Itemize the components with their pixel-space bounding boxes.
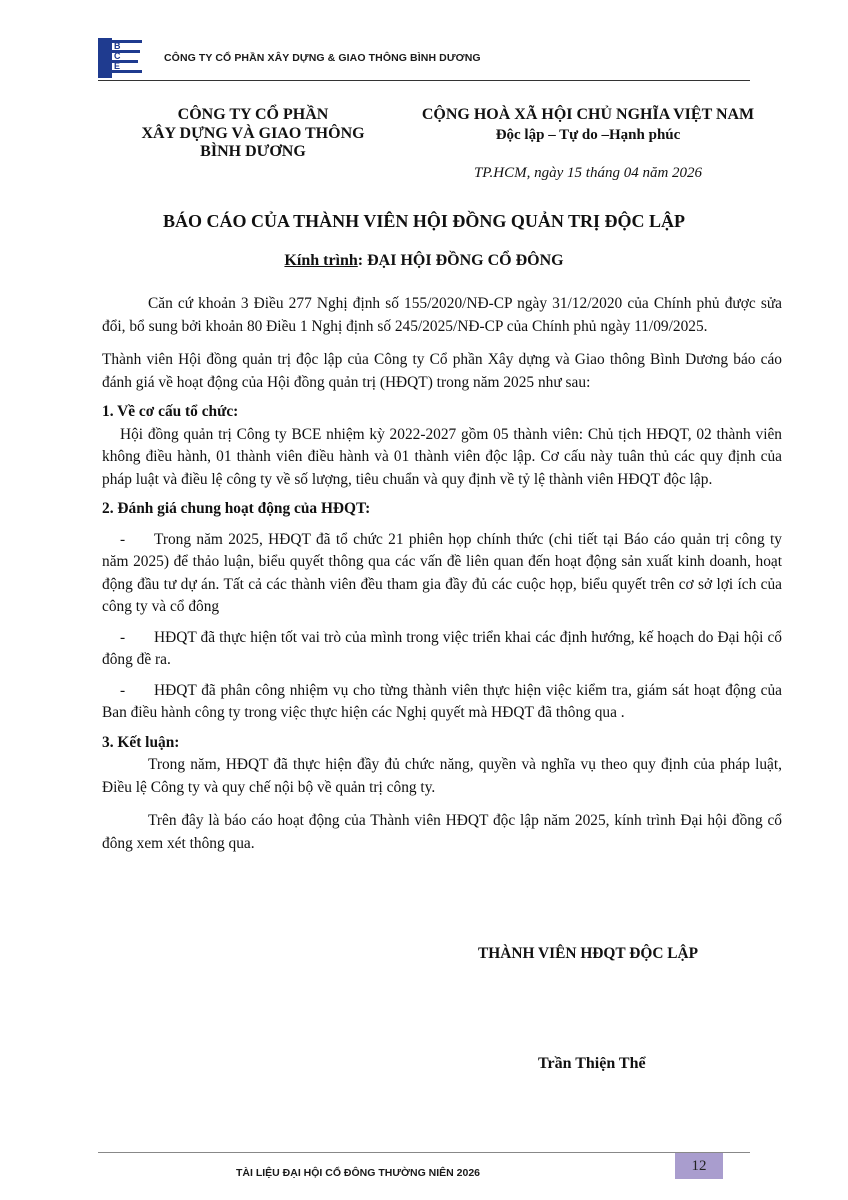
recipient-label: Kính trình xyxy=(284,252,358,269)
page-number: 12 xyxy=(675,1153,723,1179)
company-logo xyxy=(98,38,144,78)
bullet-dash: - xyxy=(120,530,126,548)
section-3-heading: 3. Kết luận: xyxy=(102,733,180,751)
company-line-2: XÂY DỰNG VÀ GIAO THÔNG xyxy=(141,124,365,142)
svg-text:C: C xyxy=(114,51,121,61)
signer-name: Trần Thiện Thể xyxy=(538,1055,646,1072)
svg-text:B: B xyxy=(114,41,121,51)
header-company-name: CÔNG TY CỔ PHẦN XÂY DỰNG & GIAO THÔNG BÌNH DƯƠNG xyxy=(164,52,481,64)
document-title: BÁO CÁO CỦA THÀNH VIÊN HỘI ĐỒNG QUẢN TRỊ ĐỘC LẬP xyxy=(162,211,686,231)
bullet-dash: - xyxy=(120,628,126,646)
bullet-dash: - xyxy=(120,681,126,699)
header-divider xyxy=(98,80,750,81)
national-block xyxy=(398,106,778,145)
section-2-item-text: HĐQT đã phân công nhiệm vụ cho từng thành viên thực hiện việc kiểm tra, giám sát hoạt động của Ban điều hành công ty trong việc thực hiện các Nghị quyết mà HĐQT đã thông qua . xyxy=(102,681,782,721)
section-2-item-1 xyxy=(102,529,782,619)
section-1-paragraph: Hội đồng quản trị Công ty BCE nhiệm kỳ 2022-2027 gồm 05 thành viên: Chủ tịch HĐQT, 02 thành viên không điều hành, 01 thành viên điều hành và 01 thành viên độc lập. Cơ cấu này tuân thủ các quy định của pháp luật và điều lệ công ty về số lượng, tiêu chuẩn và quy định về tỷ lệ thành viên HĐQT độc lập. xyxy=(102,425,782,488)
signer-title: THÀNH VIÊN HĐQT ĐỘC LẬP xyxy=(478,945,699,962)
intro-paragraph-1: Căn cứ khoản 3 Điều 277 Nghị định số 155/2020/NĐ-CP ngày 31/12/2020 của Chính phủ được sửa đổi, bổ sung bởi khoản 80 Điều 1 Nghị định số 245/2025/NĐ-CP của Chính phủ ngày 11/09/2025. xyxy=(102,295,782,335)
section-2-heading: 2. Đánh giá chung hoạt động của HĐQT: xyxy=(102,500,371,517)
intro-paragraph-2: Thành viên Hội đồng quản trị độc lập của Công ty Cổ phần Xây dựng và Giao thông Bình Dương báo cáo đánh giá về hoạt động của Hội đồng quản trị (HĐQT) trong năm 2025 như sau: xyxy=(102,351,782,391)
footer-text: TÀI LIỆU ĐẠI HỘI CỔ ĐÔNG THƯỜNG NIÊN 2026 xyxy=(235,1167,481,1179)
company-line-3: BÌNH DƯƠNG xyxy=(200,143,306,160)
section-2-item-text: Trong năm 2025, HĐQT đã tổ chức 21 phiên họp chính thức (chi tiết tại Báo cáo quản trị công ty năm 2025) để thảo luận, biểu quyết thông qua các vấn đề liên quan đến hoạt động sản xuất kinh doanh, hoạt động đầu tư dự án. Tất cả các thành viên đều tham gia đầy đủ các cuộc họp, biểu quyết trên cơ sở lợi ích của công ty và cổ đông xyxy=(102,530,782,615)
national-motto: Độc lập – Tự do –Hạnh phúc xyxy=(495,126,681,143)
closing-paragraph: Trên đây là báo cáo hoạt động của Thành viên HĐQT độc lập năm 2025, kính trình Đại hội đồng cổ đông xem xét thông qua. xyxy=(102,812,782,852)
recipient-line xyxy=(98,252,750,270)
national-title: CỘNG HOÀ XÃ HỘI CHỦ NGHĨA VIỆT NAM xyxy=(421,106,755,123)
svg-text:E: E xyxy=(114,61,121,71)
section-2-item-2 xyxy=(102,627,782,672)
footer-divider xyxy=(98,1152,750,1153)
section-2-item-text: HĐQT đã thực hiện tốt vai trò của mình trong việc triển khai các định hướng, kế hoạch do Đại hội cổ đông đề ra. xyxy=(102,628,782,668)
recipient-value: : ĐẠI HỘI ĐỒNG CỔ ĐÔNG xyxy=(357,252,564,269)
section-3-paragraph: Trong năm, HĐQT đã thực hiện đầy đủ chức năng, quyền và nghĩa vụ theo quy định của pháp luật, Điều lệ Công ty và quy chế nội bộ về quản trị công ty. xyxy=(102,756,782,796)
section-2-item-3 xyxy=(102,680,782,725)
section-1-heading: 1. Về cơ cấu tổ chức: xyxy=(102,403,239,420)
document-body xyxy=(102,293,782,855)
company-block xyxy=(108,106,398,162)
document-date: TP.HCM, ngày 15 tháng 04 năm 2026 xyxy=(473,165,703,181)
page-header xyxy=(98,38,748,80)
company-line-1: CÔNG TY CỔ PHẦN xyxy=(177,106,329,123)
